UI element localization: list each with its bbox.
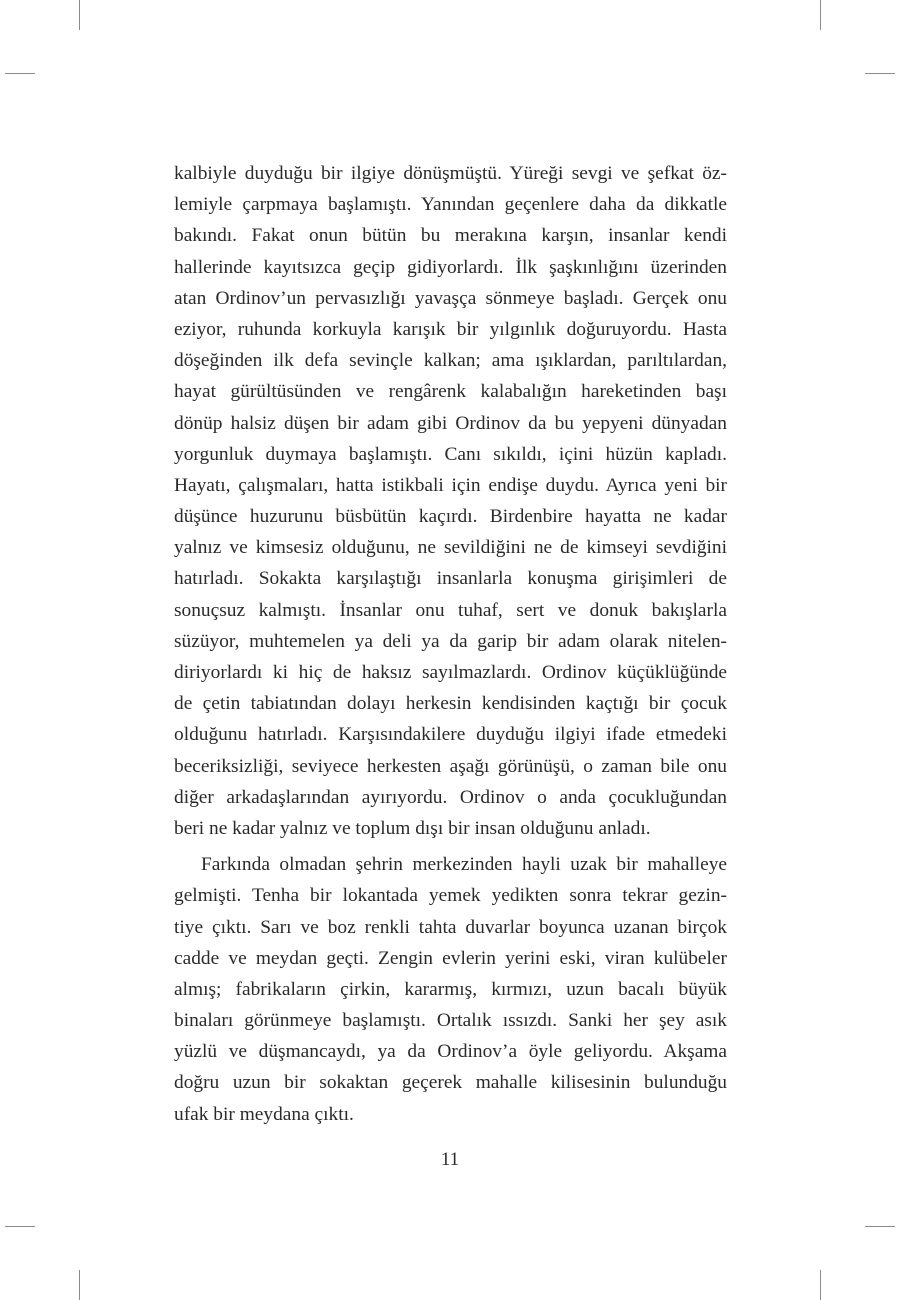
text-line: düşünce huzurunu büsbütün kaçırdı. Birdenbire hayatta ne kadar <box>174 506 727 528</box>
crop-mark-bottom-right <box>820 1270 821 1300</box>
text-line: tiye çıktı. Sarı ve boz renkli tahta duvarlar boyunca uzanan birçok <box>174 916 727 938</box>
text-line: beri ne kadar yalnız ve toplum dışı bir insan olduğunu anladı. <box>174 817 651 839</box>
text-line: lemiyle çarpmaya başlamıştı. Yanından geçenlere daha da dikkatle <box>174 194 727 216</box>
crop-mark-right-bottom <box>865 1226 895 1227</box>
page-number: 11 <box>440 1149 460 1170</box>
text-line: sonuçsuz kalmıştı. İnsanlar onu tuhaf, sert ve donuk bakışlarla <box>174 599 727 621</box>
text-line: cadde ve meydan geçti. Zengin evlerin yerini eski, viran kulübeler <box>174 947 727 969</box>
text-line: döşeğinden ilk defa sevinçle kalkan; ama ışıklardan, parıltılardan, <box>174 350 727 372</box>
paragraph-1 <box>174 158 727 844</box>
text-line: bakındı. Fakat onun bütün bu merakına karşın, insanlar kendi <box>174 225 727 247</box>
text-line: Hayatı, çalışmaları, hatta istikbali için endişe duydu. Ayrıca yeni bir <box>174 474 727 496</box>
text-line: eziyor, ruhunda korkuyla karışık bir yılgınlık doğuruyordu. Hasta <box>174 318 727 340</box>
text-line: de çetin tabiatından dolayı herkesin kendisinden kaçtığı bir çocuk <box>174 693 727 715</box>
text-line: doğru uzun bir sokaktan geçerek mahalle kilisesinin bulunduğu <box>174 1072 727 1094</box>
crop-mark-top-right <box>820 0 821 30</box>
text-line: dönüp halsiz düşen bir adam gibi Ordinov da bu yepyeni dünyadan <box>174 412 727 434</box>
text-line: binaları görünmeye başlamıştı. Ortalık ıssızdı. Sanki her şey asık <box>174 1010 727 1032</box>
text-line: hayat gürültüsünden ve rengârenk kalabalığın hareketinden başı <box>174 381 727 403</box>
text-line: kalbiyle duyduğu bir ilgiye dönüşmüştü. Yüreği sevgi ve şefkat öz- <box>174 163 727 184</box>
text-line: ufak bir meydana çıktı. <box>174 1103 354 1125</box>
text-line: yalnız ve kimsesiz olduğunu, ne sevildiğini ne de kimseyi sevdiğini <box>174 537 727 559</box>
text-line: yüzlü ve düşmancaydı, ya da Ordinov’a öyle geliyordu. Akşama <box>174 1041 727 1063</box>
text-line: diğer arkadaşlarından ayırıyordu. Ordinov o anda çocukluğundan <box>174 786 727 808</box>
text-line: almış; fabrikaların çirkin, kararmış, kırmızı, uzun bacalı büyük <box>174 978 727 1000</box>
text-line: Farkında olmadan şehrin merkezinden hayli uzak bir mahalleye <box>201 854 727 876</box>
crop-mark-top-left <box>79 0 80 30</box>
text-line: beceriksizliği, seviyece herkesten aşağı görünüşü, o zaman bile onu <box>174 755 727 777</box>
text-line: diriyorlardı ki hiç de haksız sayılmazlardı. Ordinov küçüklüğünde <box>174 662 727 683</box>
text-line: yorgunluk duymaya başlamıştı. Canı sıkıldı, içini hüzün kapladı. <box>174 443 727 465</box>
text-line: hallerinde kayıtsızca geçip gidiyorlardı. İlk şaşkınlığını üzerinden <box>174 256 727 278</box>
body-text <box>174 158 727 1130</box>
crop-mark-right-top <box>865 73 895 74</box>
text-line: atan Ordinov’un pervasızlığı yavaşça sönmeye başladı. Gerçek onu <box>174 287 727 309</box>
crop-mark-left-top <box>5 73 35 74</box>
text-line: olduğunu hatırladı. Karşısındakilere duyduğu ilgiyi ifade etmedeki <box>174 724 727 746</box>
paragraph-2 <box>174 849 727 1130</box>
text-line: gelmişti. Tenha bir lokantada yemek yedikten sonra tekrar gezin- <box>174 885 727 907</box>
crop-mark-bottom-left <box>79 1270 80 1300</box>
crop-mark-left-bottom <box>5 1226 35 1227</box>
text-line: süzüyor, muhtemelen ya deli ya da garip bir adam olarak nitelen- <box>174 630 727 652</box>
text-line: hatırladı. Sokakta karşılaştığı insanlarla konuşma girişimleri de <box>174 568 727 590</box>
